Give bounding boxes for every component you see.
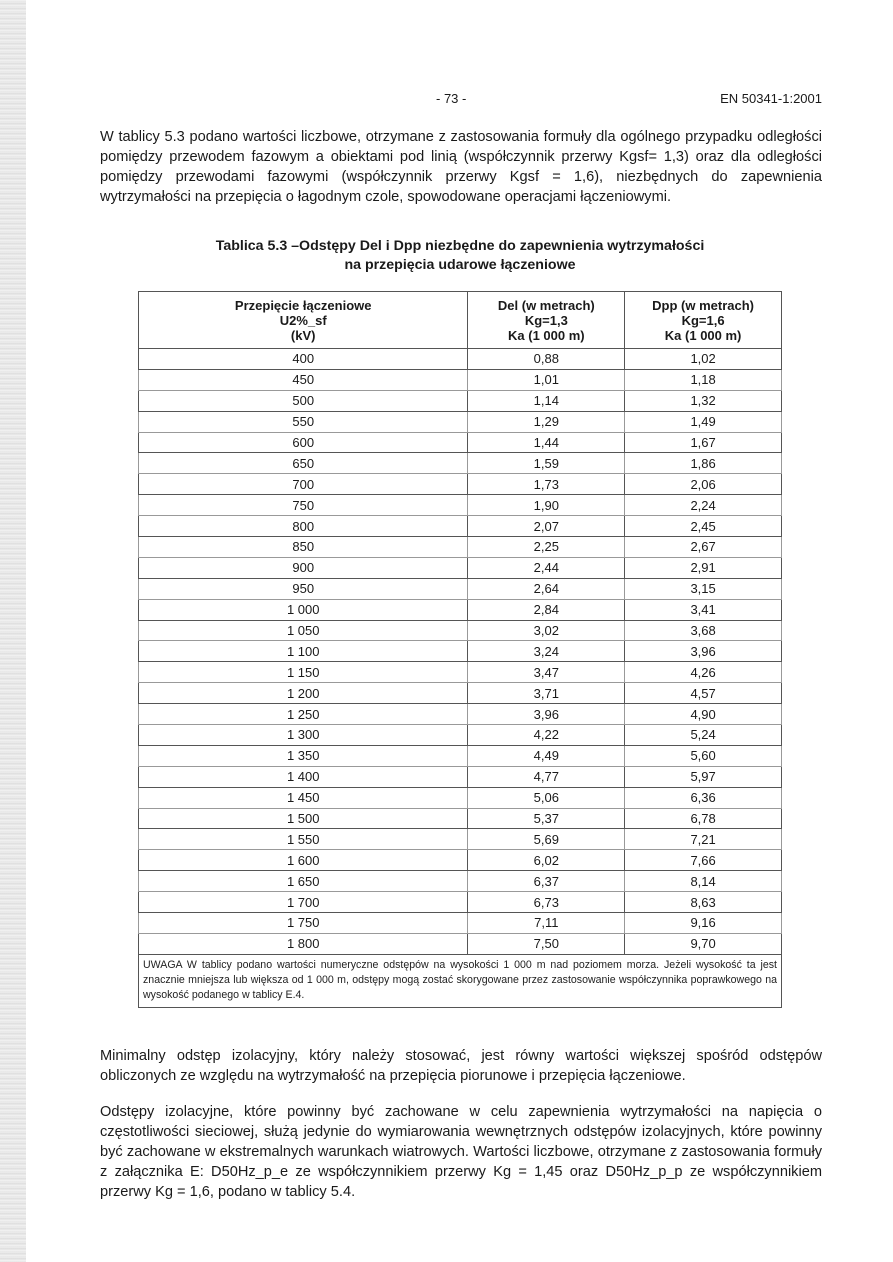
cell-del: 1,73 bbox=[468, 474, 625, 495]
header-col3-line2: Kg=1,6 bbox=[681, 312, 725, 328]
cell-voltage: 1 650 bbox=[139, 871, 468, 892]
table-row bbox=[139, 641, 782, 662]
cell-del: 2,84 bbox=[468, 599, 625, 620]
cell-voltage: 1 550 bbox=[139, 829, 468, 850]
table-row bbox=[139, 704, 782, 725]
table-row bbox=[139, 474, 782, 495]
cell-dpp: 1,86 bbox=[625, 453, 782, 474]
cell-dpp: 8,14 bbox=[625, 871, 782, 892]
table-row bbox=[139, 745, 782, 766]
cell-voltage: 850 bbox=[139, 537, 468, 558]
cell-del: 0,88 bbox=[468, 349, 625, 370]
cell-del: 2,07 bbox=[468, 516, 625, 537]
cell-voltage: 700 bbox=[139, 474, 468, 495]
table-row bbox=[139, 787, 782, 808]
cell-voltage: 1 400 bbox=[139, 766, 468, 787]
table-row bbox=[139, 516, 782, 537]
table-caption-line2: na przepięcia udarowe łączeniowe bbox=[344, 257, 576, 273]
cell-dpp: 3,15 bbox=[625, 578, 782, 599]
table-row bbox=[139, 537, 782, 558]
header-col3-line3: Ka (1 000 m) bbox=[664, 327, 742, 343]
cell-voltage: 450 bbox=[139, 369, 468, 390]
cell-dpp: 4,26 bbox=[625, 662, 782, 683]
cell-voltage: 650 bbox=[139, 453, 468, 474]
cell-voltage: 1 150 bbox=[139, 662, 468, 683]
table-row bbox=[139, 432, 782, 453]
cell-del: 5,69 bbox=[468, 829, 625, 850]
cell-del: 1,29 bbox=[468, 411, 625, 432]
table-note: UWAGA W tablicy podano wartości numeryczne odstępów na wysokości 1 000 m nad poziomem morza. Jeżeli wysokość ta jest znacznie mniejsza lub większa od 1 000 m, odstępy mogą zostać skorygowane przez zastosowanie współczynnika poprawkowego na wysokość podanego w tablicy E.4. bbox=[139, 954, 782, 1007]
cell-voltage: 800 bbox=[139, 516, 468, 537]
cell-dpp: 2,45 bbox=[625, 516, 782, 537]
cell-voltage: 550 bbox=[139, 411, 468, 432]
table-note-row bbox=[139, 954, 782, 1007]
cell-del: 7,50 bbox=[468, 933, 625, 954]
table-row bbox=[139, 390, 782, 411]
header-col2-line1: Del (w metrach) bbox=[497, 297, 595, 313]
cell-del: 3,71 bbox=[468, 683, 625, 704]
cell-dpp: 1,02 bbox=[625, 349, 782, 370]
cell-dpp: 1,67 bbox=[625, 432, 782, 453]
cell-voltage: 1 800 bbox=[139, 933, 468, 954]
cell-del: 6,37 bbox=[468, 871, 625, 892]
scan-edge-shading bbox=[0, 0, 26, 1262]
cell-dpp: 1,18 bbox=[625, 369, 782, 390]
cell-del: 7,11 bbox=[468, 913, 625, 934]
cell-del: 6,73 bbox=[468, 892, 625, 913]
table-row bbox=[139, 411, 782, 432]
table-row bbox=[139, 808, 782, 829]
table-row bbox=[139, 495, 782, 516]
cell-dpp: 7,66 bbox=[625, 850, 782, 871]
cell-dpp: 9,16 bbox=[625, 913, 782, 934]
cell-del: 4,77 bbox=[468, 766, 625, 787]
cell-dpp: 5,97 bbox=[625, 766, 782, 787]
cell-del: 6,02 bbox=[468, 850, 625, 871]
table-header-row bbox=[139, 292, 782, 349]
cell-voltage: 1 000 bbox=[139, 599, 468, 620]
cell-dpp: 2,24 bbox=[625, 495, 782, 516]
table-row bbox=[139, 892, 782, 913]
header-col2-line2: Kg=1,3 bbox=[524, 312, 568, 328]
header-col1-line3: (kV) bbox=[290, 327, 316, 343]
cell-del: 1,01 bbox=[468, 369, 625, 390]
cell-dpp: 4,90 bbox=[625, 704, 782, 725]
cell-voltage: 1 600 bbox=[139, 850, 468, 871]
header-dpp bbox=[625, 292, 782, 349]
cell-dpp: 8,63 bbox=[625, 892, 782, 913]
table-row bbox=[139, 933, 782, 954]
cell-del: 1,90 bbox=[468, 495, 625, 516]
table-row bbox=[139, 662, 782, 683]
paragraph-power-frequency: Odstępy izolacyjne, które powinny być zachowane w celu zapewnienia wytrzymałości na napięcia o częstotliwości sieciowej, służą jedynie do wymiarowania wewnętrznych odstępów izolacyjnych, które powinny być zachowane w ekstremalnych warunkach wiatrowych. Wartości liczbowe, otrzymane z zastosowania formuły z załącznika E: D50Hz_p_e ze współczynnikiem przerwy Kg = 1,45 oraz D50Hz_p_p ze współczynnikiem przerwy Kg = 1,6, podano w tablicy 5.4. bbox=[100, 1104, 822, 1200]
cell-del: 2,44 bbox=[468, 557, 625, 578]
table-row bbox=[139, 850, 782, 871]
table-row bbox=[139, 620, 782, 641]
standard-id: EN 50341-1:2001 bbox=[720, 91, 822, 106]
clearance-table bbox=[138, 291, 782, 1008]
cell-del: 5,06 bbox=[468, 787, 625, 808]
cell-dpp: 2,67 bbox=[625, 537, 782, 558]
cell-dpp: 3,96 bbox=[625, 641, 782, 662]
cell-del: 1,59 bbox=[468, 453, 625, 474]
cell-voltage: 950 bbox=[139, 578, 468, 599]
table-row bbox=[139, 578, 782, 599]
cell-voltage: 500 bbox=[139, 390, 468, 411]
cell-voltage: 1 750 bbox=[139, 913, 468, 934]
cell-voltage: 1 100 bbox=[139, 641, 468, 662]
cell-voltage: 1 250 bbox=[139, 704, 468, 725]
cell-dpp: 1,32 bbox=[625, 390, 782, 411]
cell-dpp: 6,78 bbox=[625, 808, 782, 829]
table-row bbox=[139, 871, 782, 892]
cell-voltage: 400 bbox=[139, 349, 468, 370]
cell-dpp: 6,36 bbox=[625, 787, 782, 808]
table-row bbox=[139, 349, 782, 370]
cell-del: 1,14 bbox=[468, 390, 625, 411]
cell-del: 3,47 bbox=[468, 662, 625, 683]
cell-del: 1,44 bbox=[468, 432, 625, 453]
cell-voltage: 1 700 bbox=[139, 892, 468, 913]
cell-voltage: 900 bbox=[139, 557, 468, 578]
cell-dpp: 2,91 bbox=[625, 557, 782, 578]
table-row bbox=[139, 453, 782, 474]
table-row bbox=[139, 557, 782, 578]
header-col1-line2: U2%_sf bbox=[279, 312, 327, 328]
cell-del: 3,96 bbox=[468, 704, 625, 725]
header-col2-line3: Ka (1 000 m) bbox=[508, 327, 585, 343]
cell-dpp: 2,06 bbox=[625, 474, 782, 495]
cell-voltage: 1 500 bbox=[139, 808, 468, 829]
cell-voltage: 1 050 bbox=[139, 620, 468, 641]
cell-voltage: 600 bbox=[139, 432, 468, 453]
cell-dpp: 5,24 bbox=[625, 725, 782, 746]
cell-del: 4,49 bbox=[468, 745, 625, 766]
header-col3-line1: Dpp (w metrach) bbox=[652, 297, 755, 313]
table-caption-line1: Tablica 5.3 –Odstępy Del i Dpp niezbędne do zapewnienia wytrzymałości bbox=[215, 238, 705, 254]
table-body bbox=[139, 349, 782, 955]
cell-dpp: 3,68 bbox=[625, 620, 782, 641]
table-row bbox=[139, 725, 782, 746]
cell-dpp: 9,70 bbox=[625, 933, 782, 954]
cell-dpp: 1,49 bbox=[625, 411, 782, 432]
table-row bbox=[139, 766, 782, 787]
header-col1-line1: Przepięcie łączeniowe bbox=[234, 297, 372, 313]
cell-del: 3,02 bbox=[468, 620, 625, 641]
table-row bbox=[139, 683, 782, 704]
table-row bbox=[139, 829, 782, 850]
cell-dpp: 7,21 bbox=[625, 829, 782, 850]
header-switching-overvoltage bbox=[139, 292, 468, 349]
cell-dpp: 3,41 bbox=[625, 599, 782, 620]
cell-voltage: 750 bbox=[139, 495, 468, 516]
cell-del: 2,25 bbox=[468, 537, 625, 558]
table-caption bbox=[140, 237, 780, 275]
cell-del: 2,64 bbox=[468, 578, 625, 599]
table-row bbox=[139, 599, 782, 620]
cell-dpp: 4,57 bbox=[625, 683, 782, 704]
cell-dpp: 5,60 bbox=[625, 745, 782, 766]
intro-paragraph: W tablicy 5.3 podano wartości liczbowe, otrzymane z zastosowania formuły dla ogólnego przypadku odległości pomiędzy przewodem fazowym a obiektami pod linią (współczynnik przerwy Kgsf= 1,3) oraz dla odległości pomiędzy przewodami fazowymi (współczynnik przerwy Kgsf = 1,6), niezbędnych do zapewnienia wytrzymałości na przepięcia o łagodnym czole, spowodowane operacjami łączeniowymi. bbox=[100, 129, 822, 205]
cell-voltage: 1 450 bbox=[139, 787, 468, 808]
cell-del: 4,22 bbox=[468, 725, 625, 746]
cell-voltage: 1 350 bbox=[139, 745, 468, 766]
header-del bbox=[468, 292, 625, 349]
paragraph-minimal-clearance: Minimalny odstęp izolacyjny, który należy stosować, jest równy wartości większej spośród odstępów obliczonych ze względu na wytrzymałość na przepięcia piorunowe i przepięcia łączeniowe. bbox=[100, 1048, 822, 1084]
table-row bbox=[139, 369, 782, 390]
cell-del: 3,24 bbox=[468, 641, 625, 662]
cell-del: 5,37 bbox=[468, 808, 625, 829]
cell-voltage: 1 300 bbox=[139, 725, 468, 746]
cell-voltage: 1 200 bbox=[139, 683, 468, 704]
table-row bbox=[139, 913, 782, 934]
page-number: - 73 - bbox=[436, 91, 467, 106]
